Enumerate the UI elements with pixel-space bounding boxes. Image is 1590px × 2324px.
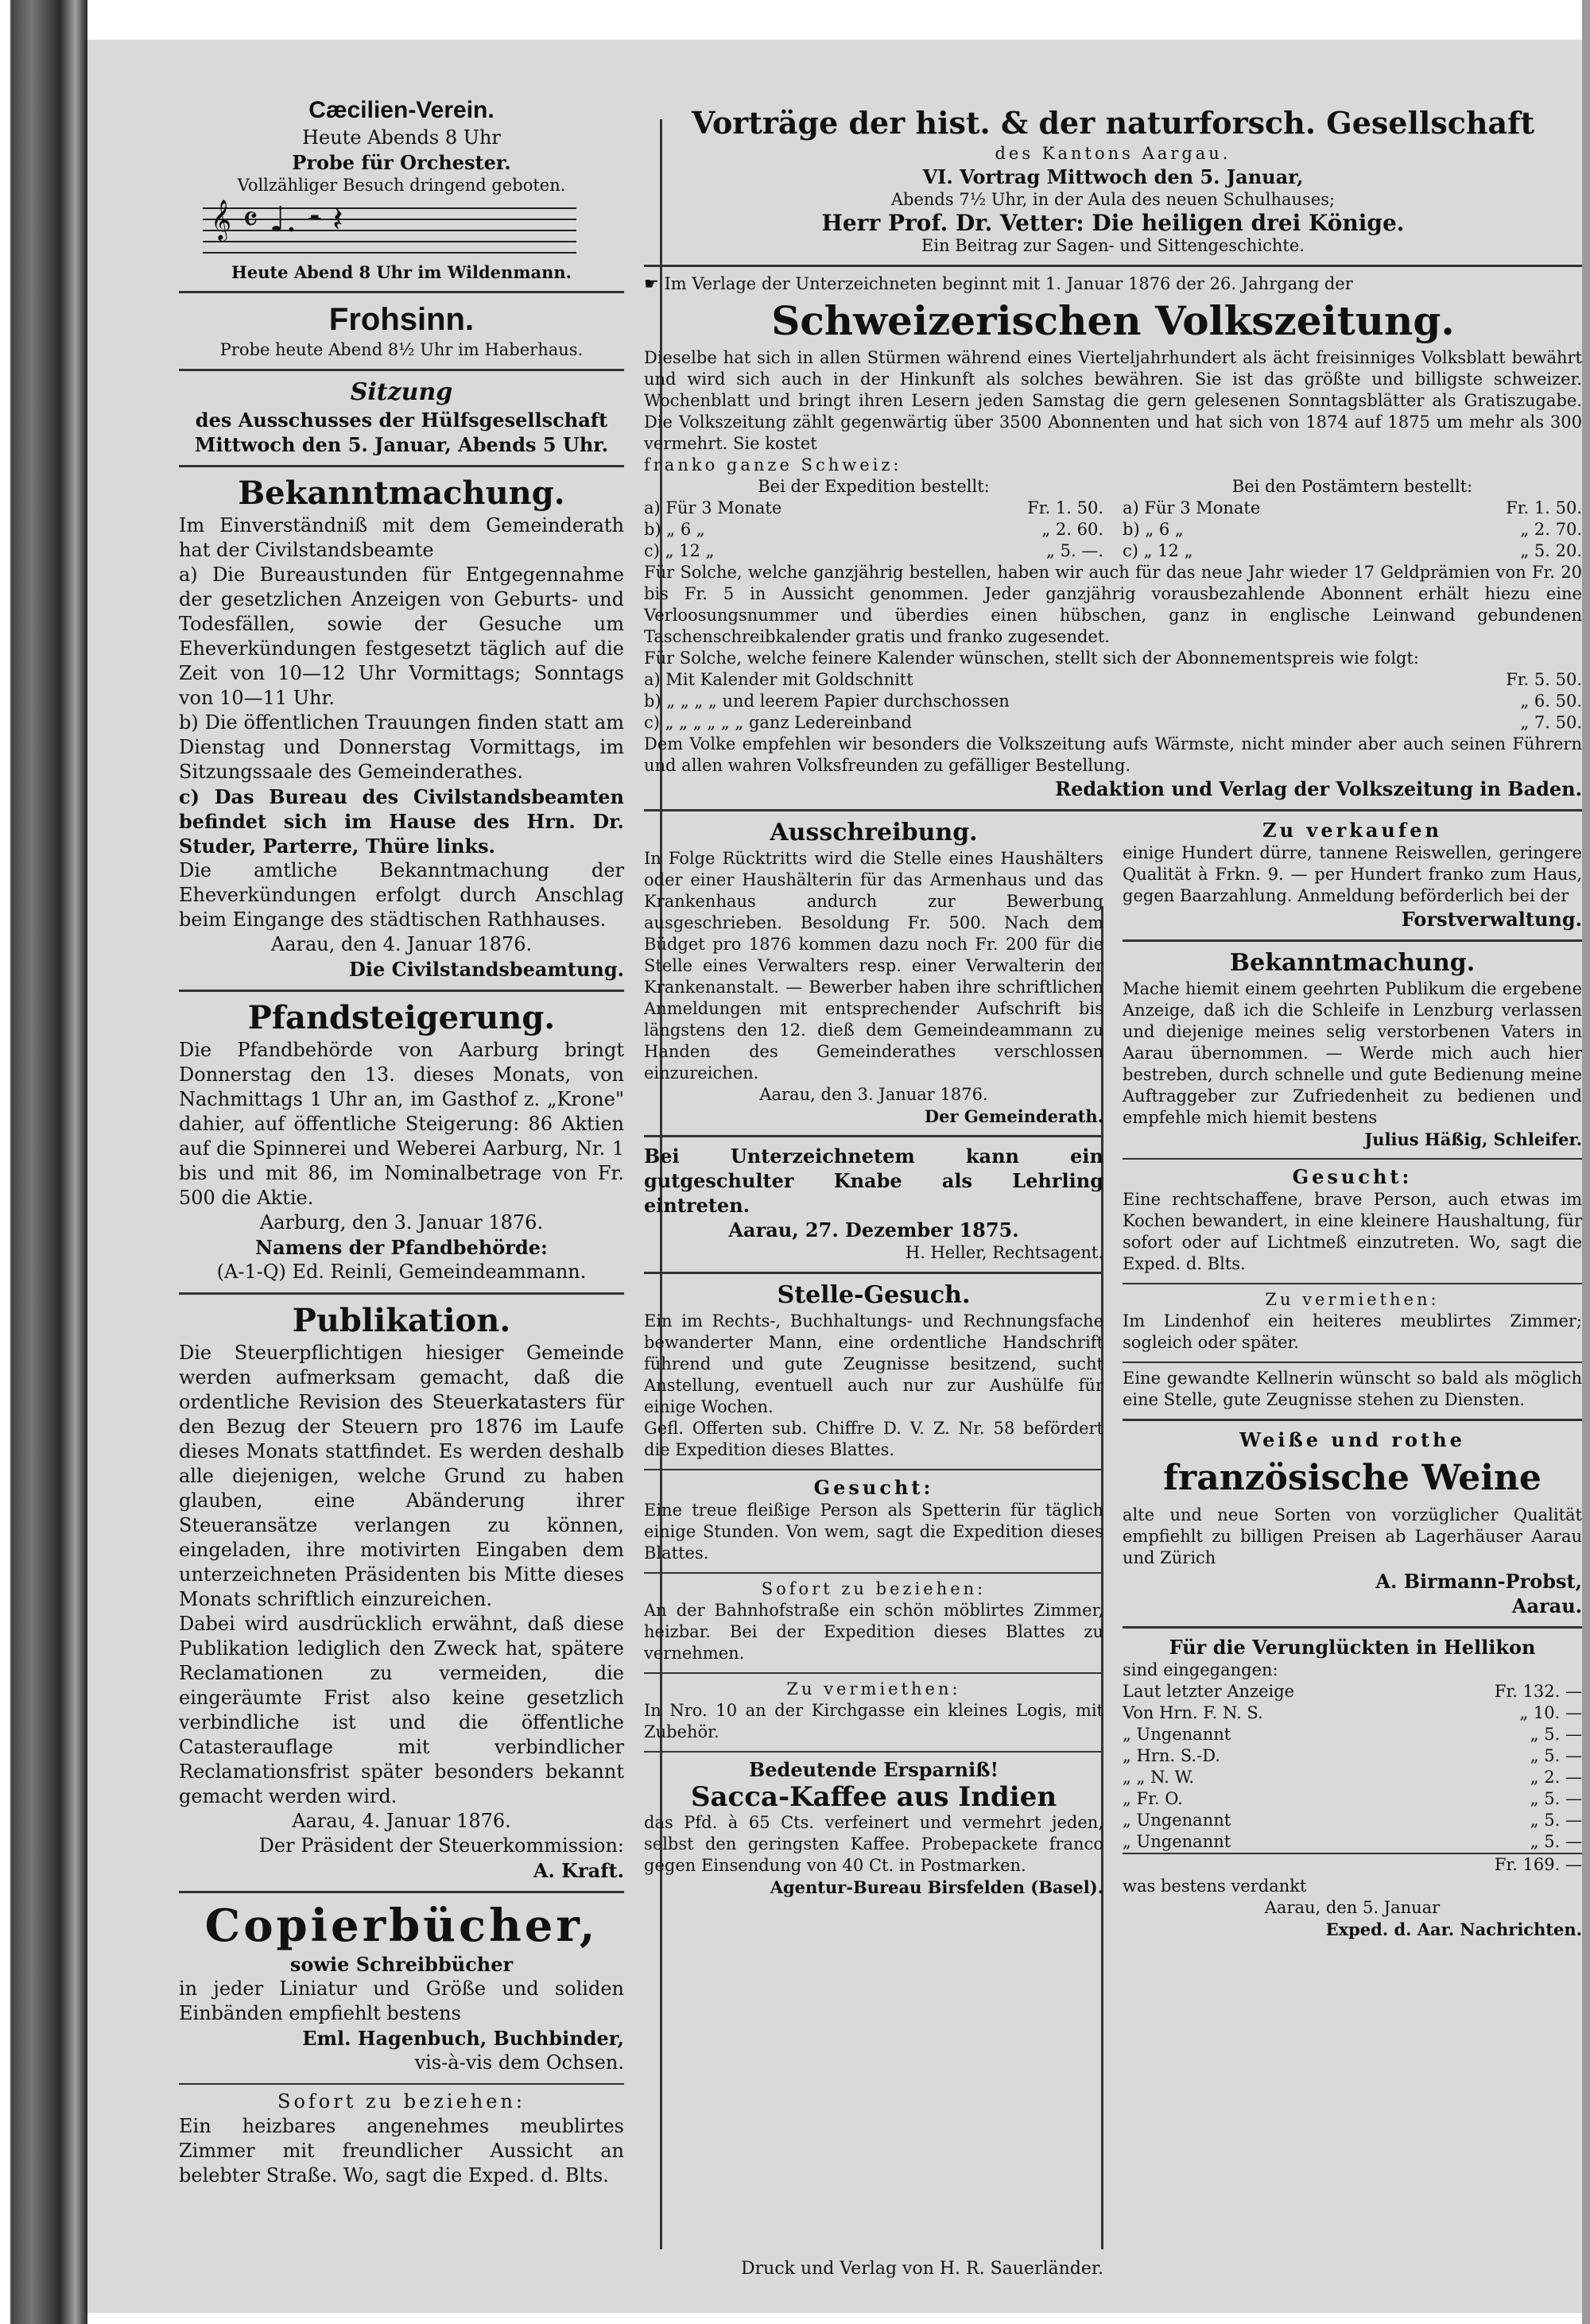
stellegesuch-ad (644, 1280, 1103, 1461)
bekanntmachung1-title: Bekanntmachung. (238, 474, 565, 512)
gesucht1-ad (644, 1475, 1103, 1564)
copierbuecher-sign: Eml. Hagenbuch, Buchbinder, (302, 2027, 624, 2050)
bekanntmachung1-date: Aarau, den 4. Januar 1876. (270, 933, 533, 955)
kellnerin-body: Eine gewandte Kellnerin wünscht so bald als möglich eine Stelle, gute Zeugnisse stehen zu Diensten. (1123, 1369, 1582, 1409)
frohsinn-title: Frohsinn. (328, 302, 475, 337)
left-column (179, 95, 624, 2196)
imprint-footer: Druck und Verlag von H. R. Sauerländer. (741, 2259, 1103, 2279)
lehrling-body: Bei Unterzeichnetem kann ein gutgeschulter Knabe als Lehrling eintreten. (644, 1145, 1103, 1217)
sofort1-title: Sofort zu beziehen: (277, 2090, 525, 2113)
volkszeitung-intro: ☛ Im Verlage der Unterzeichneten beginnt mit 1. Januar 1876 der 26. Jahrgang der (644, 274, 1353, 293)
vortraege-line4: Ein Beitrag zur Sagen- und Sittengeschichte. (921, 236, 1305, 255)
kal-row: b) „ „ „ „ und leerem Papier durchschossen „ 6. 50. (644, 691, 1582, 711)
copierbuecher-body: in jeder Liniatur und Größe und soliden Einbänden empfiehlt bestens (179, 1977, 624, 2024)
lower-split (644, 818, 1582, 1948)
vermiethen2-ad (1123, 1289, 1582, 1354)
hellikon-row: „ Ungenannt „ 5. — (1123, 1811, 1582, 1830)
bekanntmachung2-body: Mache hiemit einem geehrten Publikum die ergebene Anzeige, daß ich die Schleife in Lenzburg verlassen und diejenige meines selig verstorbenen Vaters in Aarau übernommen. — Werde mich auch hier bestreben, durch schnelle und gute Bedienung meine Auftraggeber zur Zufriedenheit zu bedienen und empfehle mich hiemit bestens (1123, 979, 1582, 1127)
pfandsteigerung-body: Die Pfandbehörde von Aarburg bringt Donnerstag den 13. dieses Monats, von Nachmittags 1 Uhr an, im Gasthof z. „Krone" dahier, auf öffentliche Steigerung: 86 Aktien auf die Spinnerei und Weberei Aarburg, Nr. 1 bis und mit 86, im Nominalbetrage von Fr. 500 die Aktie. (179, 1039, 624, 1209)
pfandsteigerung-ad (179, 998, 624, 1284)
volkszeitung-p4: Dem Volke empfehlen wir besonders die Volkszeitung aufs Wärmste, nicht minder aber auch seinen Führern und allen wahren Volksfreunden zu gefälliger Bestellung. (644, 734, 1582, 775)
treble-clef-icon: 𝄞 𝄴 ♩. 𝄼 𝄽 (211, 199, 343, 240)
copierbuecher-title: Copierbücher, (204, 1900, 599, 1952)
bekanntmachung1-d: Die amtliche Bekanntmachung der Eheverkündungen erfolgt durch Anschlag beim Eingange des städtischen Rathhauses. (179, 859, 624, 931)
post-row: b) „ 6 „ „ 2. 70. (1123, 520, 1582, 539)
caecilien-title: Cæcilien-Verein. (308, 97, 494, 123)
verkaufen-title: Zu verkaufen (1262, 819, 1442, 842)
bekanntmachung2-ad (1123, 948, 1582, 1150)
sofort2-body: An der Bahnhofstraße ein schön möblirtes Zimmer, heizbar. Bei der Expedition dieses Blattes zu vernehmen. (644, 1601, 1103, 1663)
vermiethen1-body: In Nro. 10 an der Kirchgasse ein kleines Logis, mit Zubehör. (644, 1701, 1103, 1741)
exp-head: Bei der Expedition bestellt: (758, 477, 990, 496)
sofort1-ad (179, 2090, 624, 2188)
pfandsteigerung-title: Pfandsteigerung. (247, 999, 556, 1036)
volkszeitung-sign: Redaktion und Verlag der Volkszeitung in Baden. (1055, 777, 1582, 800)
weine-sign2: Aarau. (1511, 1594, 1582, 1617)
verkaufen-sign: Forstverwaltung. (1401, 908, 1582, 931)
vermiethen1-title: Zu vermiethen: (786, 1679, 961, 1698)
publikation-ad (179, 1301, 624, 1883)
hellikon-date: Aarau, den 5. Januar (1264, 1898, 1441, 1917)
bekanntmachung1-sign: Die Civilstandsbeamtung. (349, 958, 624, 981)
gesucht1-body: Eine treue fleißige Person als Spetterin für täglich einige Stunden. Von wem, sagt die Expedition dieses Blattes. (644, 1501, 1103, 1563)
lehrling-date: Aarau, 27. Dezember 1875. (728, 1218, 1019, 1241)
right-subcolumn (1123, 818, 1582, 1948)
hellikon-intro: sind eingegangen: (1123, 1660, 1278, 1679)
copierbuecher-ad (179, 1900, 624, 2075)
hellikon-row: „ Ungenannt „ 5. — (1123, 1725, 1582, 1744)
hellikon-total: Fr. 169. — (1123, 1853, 1582, 1876)
right-column (644, 103, 1582, 1948)
gesucht2-body: Eine rechtschaffene, brave Person, auch etwas im Kochen bewandert, in eine kleinere Haushaltung, für sofort oder auf Lichtmeß einzutreten. Wo, sagt die Exped. d. Blts. (1123, 1190, 1582, 1273)
caecilien-line4: Heute Abend 8 Uhr im Wildenmann. (231, 262, 572, 282)
ausschreibung-title: Ausschreibung. (770, 819, 978, 846)
volkszeitung-p1b: franko ganze Schweiz: (644, 455, 902, 474)
lehrling-sign: H. Heller, Rechtsagent. (905, 1243, 1103, 1262)
stellegesuch-body: Ein im Rechts-, Buchhaltungs- und Rechnungsfache bewanderter Mann, eine ordentliche Handschrift führend und gute Zeugnisse besitzend, sucht Anstellung, eventuell auch nur zur Aushülfe für einige Wochen. (644, 1311, 1103, 1416)
bekanntmachung1-ad (179, 474, 624, 982)
vermiethen2-body: Im Lindenhof ein heiteres meublirtes Zimmer; sogleich oder später. (1123, 1311, 1582, 1352)
hellikon-title: Für die Verunglückten in Hellikon (1169, 1636, 1536, 1659)
sitzung-line1: des Ausschusses der Hülfsgesellschaft (195, 409, 608, 432)
sacca-title: Sacca-Kaffee aus Indien (690, 1781, 1057, 1813)
volkszeitung-price-table (644, 476, 1582, 562)
pfandsteigerung-date: Aarburg, den 3. Januar 1876. (259, 1211, 544, 1234)
sitzung-line2: Mittwoch den 5. Januar, Abends 5 Uhr. (194, 433, 609, 456)
sacca-body: das Pfd. à 65 Cts. verfeinert und vermehrt jeden, selbst den geringsten Kaffee. Probepackete franco gegen Einsendung von 40 Ct. in Postmarken. (644, 1813, 1103, 1875)
stellegesuch-title: Stelle-Gesuch. (777, 1281, 971, 1309)
caecilien-line2: Probe für Orchester. (292, 151, 511, 174)
publikation-sign2: A. Kraft. (533, 1859, 624, 1882)
kellnerin-ad (1123, 1368, 1582, 1411)
weine-sign: A. Birmann-Probst, (1375, 1570, 1582, 1593)
sacca-ad (644, 1757, 1103, 1898)
exp-row: b) „ 6 „ „ 2. 60. (644, 520, 1103, 539)
bekanntmachung1-b: b) Die öffentlichen Trauungen finden statt am Dienstag und Donnerstag Vormittags, im Sitzungssaale des Gemeinderathes. (179, 711, 624, 783)
pfandsteigerung-sign2: (A-1-Q) Ed. Reinli, Gemeindeammann. (216, 1261, 587, 1283)
ausschreibung-date: Aarau, den 3. Januar 1876. (759, 1085, 988, 1104)
bekanntmachung1-c: c) Das Bureau des Civilstandsbeamten befindet sich im Hause des Hrn. Dr. Studer, Parterre, Thüre links. (179, 785, 624, 858)
publikation-date: Aarau, 4. Januar 1876. (292, 1810, 511, 1832)
pfandsteigerung-sign1: Namens der Pfandbehörde: (255, 1236, 548, 1259)
volkszeitung-p1: Dieselbe hat sich in allen Stürmen während eines Vierteljahrhundert als ächt freisinniges Volksblatt bewährt und wird sich auch in der Hinkunft als solches bewähren. Sie ist das größte und billigste schweizer. Wochenblatt und bringt ihren Lesern jeden Samstag die gern gelesenen Sonntagsblätter als Gratiszugabe. Die Volkszeitung zählt gegenwärtig über 3500 Abonnenten und hat sich von 1874 auf 1875 um mehr als 300 vermehrt. Sie kostet (644, 348, 1582, 453)
vortraege-title: Vorträge der hist. & der naturforsch. Gesellschaft (691, 105, 1535, 141)
verkaufen-ad (1123, 818, 1582, 932)
copierbuecher-sign2: vis-à-vis dem Ochsen. (414, 2051, 624, 2074)
stellegesuch-body2: Gefl. Offerten sub. Chiffre D. V. Z. Nr. 58 befördert die Expedition dieses Blattes. (644, 1419, 1103, 1459)
kal-row: c) „ „ „ „ „ „ ganz Ledereinband „ 7. 50. (644, 713, 1582, 732)
sacca-sign: Agentur-Bureau Birsfelden (Basel). (770, 1877, 1103, 1897)
kal-row: a) Mit Kalender mit Goldschnitt Fr. 5. 50. (644, 670, 1582, 689)
weine-body: alte und neue Sorten von vorzüglicher Qualität empfiehlt zu billigen Preisen ab Lagerhäuser Aarau und Zürich (1123, 1505, 1582, 1567)
volkszeitung-title: Schweizerischen Volkszeitung. (771, 297, 1455, 344)
publikation-sign1: Der Präsident der Steuerkommission: (258, 1834, 624, 1857)
volkszeitung-ad (644, 273, 1582, 801)
hellikon-sign: Exped. d. Aar. Nachrichten. (1325, 1919, 1582, 1939)
sofort2-ad (644, 1578, 1103, 1664)
volkszeitung-p2: Für Solche, welche ganzjährig bestellen, haben wir auch für das neue Jahr wieder 17 Geldprämien von Fr. 20 bis Fr. 5 in Aussicht genommen. Jeder ganzjährig vorausbezahlende Abonnent erhält hiezu eine Verloosungsnummer und überdies einen hübschen, ganz in englische Leinwand gebundenen Taschenschreibkalender gratis und franko zugesendet. (644, 563, 1582, 646)
hellikon-thanks: was bestens verdankt (1123, 1877, 1307, 1896)
frohsinn-line1: Probe heute Abend 8½ Uhr im Haberhaus. (219, 340, 584, 359)
weine-ad (1123, 1427, 1582, 1618)
publikation-title: Publikation. (292, 1302, 511, 1339)
middle-subcolumn (644, 818, 1103, 1948)
sitzung-ad (179, 378, 624, 457)
hellikon-row: „ Ungenannt „ 5. — (1123, 1832, 1582, 1851)
ausschreibung-body: In Folge Rücktritts wird die Stelle eines Haushälters oder einer Haushälterin für das Armenhaus und das Krankenhaus andurch zur Bewerbung ausgeschrieben. Besoldung Fr. 500. Nach dem Büdget pro 1876 kommen dazu noch Fr. 200 für die Stelle eines Verwalters resp. einer Verwalterin der Krankenanstalt. — Bewerber haben ihre schriftlichen Anmeldungen mit entsprechender Aufschrift bis längstens den 12. dieß dem Gemeindeammann zu Handen des Gemeinderathes verschlossen einzureichen. (644, 849, 1103, 1083)
hellikon-row: „ Hrn. S.-D. „ 5. — (1123, 1746, 1582, 1765)
hellikon-row: Laut letzter Anzeige Fr. 132. — (1123, 1682, 1582, 1701)
book-spine (0, 0, 87, 2324)
copierbuecher-line1: sowie Schreibbücher (289, 1953, 514, 1976)
volkszeitung-p3: Für Solche, welche feinere Kalender wünschen, stellt sich der Abonnementspreis wie folgt: (644, 649, 1419, 668)
exp-row: a) Für 3 Monate Fr. 1. 50. (644, 498, 1103, 517)
caecilien-line3: Vollzähliger Besuch dringend geboten. (237, 176, 566, 195)
post-head: Bei den Postämtern bestellt: (1231, 477, 1473, 496)
bekanntmachung1-intro: Im Einverständniß mit dem Gemeinderath hat der Civilstandsbeamte (179, 514, 624, 561)
publikation-p2: Dabei wird ausdrücklich erwähnt, daß diese Publikation lediglich den Zweck hat, spätere Reclamationen zu vermeiden, die eingeräumte Frist also keine gesetzlich verbindliche ist und die öffentliche Catasterauflage mit verbindlicher Reclamationsfrist später besonders bekannt gemacht werden wird. (179, 1613, 624, 1807)
weine-kicker: Weiße und rothe (1239, 1428, 1465, 1451)
caecilien-ad (179, 95, 624, 283)
hellikon-row: „ „ N. W. „ 2. — (1123, 1768, 1582, 1787)
vortraege-subtitle: des Kantons Aargau. (995, 144, 1231, 163)
post-row: c) „ 12 „ „ 5. 20. (1123, 541, 1582, 560)
music-staff (179, 201, 624, 257)
vermiethen2-title: Zu vermiethen: (1265, 1290, 1440, 1309)
gesucht2-title: Gesucht: (1292, 1165, 1413, 1188)
hellikon-ad (1123, 1635, 1582, 1940)
sacca-kicker: Bedeutende Ersparniß! (748, 1758, 999, 1781)
weine-title: französische Weine (1163, 1458, 1542, 1498)
vortraege-ad (644, 103, 1582, 257)
caecilien-line1: Heute Abends 8 Uhr (302, 126, 501, 149)
sofort1-body: Ein heizbares angenehmes meublirtes Zimmer mit freundlicher Aussicht an belebter Straße. Wo, sagt die Exped. d. Blts. (179, 2115, 624, 2186)
vortraege-line3: Herr Prof. Dr. Vetter: Die heiligen drei Könige. (821, 210, 1405, 236)
ausschreibung-sign: Der Gemeinderath. (924, 1106, 1103, 1126)
post-row: a) Für 3 Monate Fr. 1. 50. (1123, 498, 1582, 517)
ausschreibung-ad (644, 818, 1103, 1127)
sofort2-title: Sofort zu beziehen: (761, 1579, 987, 1598)
gesucht1-title: Gesucht: (813, 1476, 934, 1499)
vermiethen1-ad (644, 1679, 1103, 1743)
hellikon-row: Von Hrn. F. N. S. „ 10. — (1123, 1703, 1582, 1722)
verkaufen-body: einige Hundert dürre, tannene Reiswellen, geringere Qualität à Frkn. 9. — per Hundert franko zum Haus, gegen Baarzahlung. Anmeldung beförderlich bei der (1123, 843, 1582, 905)
lehrling-ad (644, 1144, 1103, 1264)
gesucht2-ad (1123, 1164, 1582, 1275)
bekanntmachung1-a: a) Die Bureaustunden für Entgegennahme der gesetzlichen Anzeigen von Geburts- und Todesfällen, sowie der Gesuche um Eheverkündungen festgesetzt täglich auf die Zeit von 10—12 Uhr Vormittags; Sonntags von 10—11 Uhr. (179, 564, 624, 709)
sitzung-title: Sitzung (350, 378, 453, 406)
exp-row: c) „ 12 „ „ 5. —. (644, 541, 1103, 560)
frohsinn-ad (179, 300, 624, 361)
bekanntmachung2-title: Bekanntmachung. (1229, 949, 1476, 977)
page-edge (1582, 0, 1590, 2324)
bekanntmachung2-sign: Julius Häßig, Schleifer. (1364, 1129, 1582, 1149)
vortraege-line1: VI. Vortrag Mittwoch den 5. Januar, (922, 165, 1304, 188)
hellikon-row: „ Fr. O. „ 5. — (1123, 1789, 1582, 1808)
vortraege-line2: Abends 7½ Uhr, in der Aula des neuen Schulhauses; (890, 190, 1336, 209)
publikation-p1: Die Steuerpflichtigen hiesiger Gemeinde werden aufmerksam gemacht, daß die ordentliche Revision des Steuerkatasters für den Bezug der Steuern pro 1876 im Laufe dieses Monats stattfindet. Es werden deshalb alle diejenigen, welche Grund zu haben glauben, eine Abänderung ihrer Steueransätze verlangen zu können, eingeladen, ihre motivirten Eingaben dem unterzeichneten Präsidenten bis Mitte dieses Monats schriftlich einzureichen. (179, 1342, 624, 1610)
